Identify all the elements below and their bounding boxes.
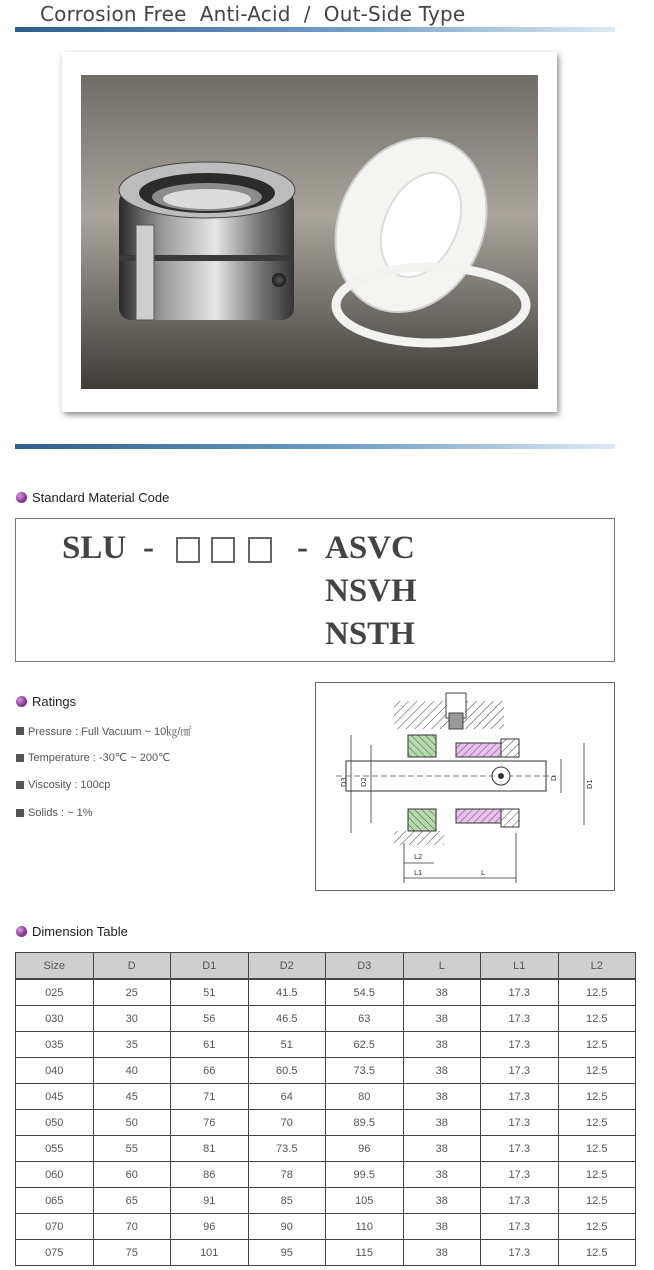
table-cell: 86 xyxy=(171,1162,249,1188)
table-cell: 38 xyxy=(403,1032,481,1058)
square-bullet-icon xyxy=(16,727,24,735)
table-cell: 035 xyxy=(16,1032,94,1058)
table-cell: 17.3 xyxy=(481,1188,559,1214)
dimension-table-heading xyxy=(16,924,128,939)
table-cell: 17.3 xyxy=(481,979,559,1006)
code-option: NSVH xyxy=(325,573,417,609)
table-cell: 85 xyxy=(248,1188,326,1214)
table-row xyxy=(16,1240,636,1266)
square-bullet-icon xyxy=(16,781,24,789)
table-cell: 38 xyxy=(403,1162,481,1188)
rating-item xyxy=(16,723,191,739)
table-cell: 38 xyxy=(403,1240,481,1266)
table-row xyxy=(16,1188,636,1214)
table-cell: 12.5 xyxy=(558,1084,636,1110)
rating-item xyxy=(16,751,170,764)
column-header: L1 xyxy=(481,953,559,980)
rating-text: Temperature : -30℃ ~ 200℃ xyxy=(28,752,171,764)
ratings-heading-label: Ratings xyxy=(32,694,77,709)
code-option: ASVC xyxy=(325,530,415,566)
table-row xyxy=(16,1058,636,1084)
table-cell: 73.5 xyxy=(326,1058,404,1084)
table-cell: 96 xyxy=(171,1214,249,1240)
bullet-icon xyxy=(16,926,27,937)
table-cell: 38 xyxy=(403,1110,481,1136)
table-cell: 80 xyxy=(326,1084,404,1110)
table-cell: 62.5 xyxy=(326,1032,404,1058)
rating-item xyxy=(16,807,93,819)
table-row xyxy=(16,1006,636,1032)
column-header: D1 xyxy=(171,953,249,980)
square-bullet-icon xyxy=(16,809,24,817)
table-cell: 78 xyxy=(248,1162,326,1188)
table-cell: 38 xyxy=(403,1188,481,1214)
header-divider xyxy=(15,27,615,32)
table-cell: 41.5 xyxy=(248,979,326,1006)
table-cell: 38 xyxy=(403,1214,481,1240)
code-placeholder-box xyxy=(211,537,235,563)
table-cell: 075 xyxy=(16,1240,94,1266)
table-cell: 38 xyxy=(403,1006,481,1032)
table-cell: 025 xyxy=(16,979,94,1006)
column-header: L2 xyxy=(558,953,636,980)
table-cell: 61 xyxy=(171,1032,249,1058)
table-cell: 60.5 xyxy=(248,1058,326,1084)
table-cell: 045 xyxy=(16,1084,94,1110)
table-cell: 12.5 xyxy=(558,1214,636,1240)
table-cell: 17.3 xyxy=(481,1136,559,1162)
table-row xyxy=(16,1110,636,1136)
table-cell: 56 xyxy=(171,1006,249,1032)
code-placeholder-box xyxy=(248,537,272,563)
table-cell: 99.5 xyxy=(326,1162,404,1188)
table-cell: 17.3 xyxy=(481,1162,559,1188)
table-cell: 12.5 xyxy=(558,1006,636,1032)
dim-label-l1: L1 xyxy=(414,869,423,877)
code-dash: - xyxy=(143,530,154,566)
table-cell: 12.5 xyxy=(558,1240,636,1266)
rating-text: Viscosity : 100cp xyxy=(28,779,111,791)
table-cell: 065 xyxy=(16,1188,94,1214)
table-cell: 17.3 xyxy=(481,1058,559,1084)
table-cell: 050 xyxy=(16,1110,94,1136)
table-cell: 12.5 xyxy=(558,1110,636,1136)
table-row xyxy=(16,1136,636,1162)
code-dash: - xyxy=(297,530,308,566)
column-header: Size xyxy=(16,953,94,980)
rating-item xyxy=(16,779,110,791)
table-cell: 060 xyxy=(16,1162,94,1188)
square-bullet-icon xyxy=(16,754,24,762)
table-cell: 75 xyxy=(93,1240,171,1266)
table-cell: 12.5 xyxy=(558,1136,636,1162)
dim-label-d2: D2 xyxy=(360,777,368,787)
table-cell: 38 xyxy=(403,1084,481,1110)
seal-photo-image xyxy=(81,75,538,389)
table-cell: 96 xyxy=(326,1136,404,1162)
table-row xyxy=(16,1032,636,1058)
table-cell: 73.5 xyxy=(248,1136,326,1162)
dim-label-d: D xyxy=(550,775,558,781)
table-cell: 64 xyxy=(248,1084,326,1110)
table-cell: 30 xyxy=(93,1006,171,1032)
table-cell: 50 xyxy=(93,1110,171,1136)
material-code-heading xyxy=(16,490,169,505)
table-header-row xyxy=(16,953,636,980)
table-cell: 17.3 xyxy=(481,1214,559,1240)
rating-text: Solids : ~ 1% xyxy=(28,807,93,819)
table-cell: 66 xyxy=(171,1058,249,1084)
code-placeholder-box xyxy=(176,537,200,563)
dimension-table-heading-label: Dimension Table xyxy=(32,924,128,939)
table-cell: 055 xyxy=(16,1136,94,1162)
dim-label-l: L xyxy=(481,869,485,877)
table-row xyxy=(16,1084,636,1110)
dimension-table xyxy=(15,952,636,1266)
table-cell: 25 xyxy=(93,979,171,1006)
table-cell: 17.3 xyxy=(481,1240,559,1266)
table-cell: 12.5 xyxy=(558,1162,636,1188)
table-cell: 65 xyxy=(93,1188,171,1214)
column-header: D2 xyxy=(248,953,326,980)
bullet-icon xyxy=(16,492,27,503)
code-option: NSTH xyxy=(325,616,415,652)
column-header: D xyxy=(93,953,171,980)
page-title: Corrosion Free Anti-Acid / Out-Side Type xyxy=(40,2,466,26)
table-row xyxy=(16,1162,636,1188)
table-cell: 17.3 xyxy=(481,1084,559,1110)
table-cell: 70 xyxy=(248,1110,326,1136)
table-cell: 17.3 xyxy=(481,1110,559,1136)
table-cell: 17.3 xyxy=(481,1006,559,1032)
table-cell: 90 xyxy=(248,1214,326,1240)
table-cell: 030 xyxy=(16,1006,94,1032)
code-prefix: SLU xyxy=(62,530,127,566)
table-cell: 63 xyxy=(326,1006,404,1032)
table-cell: 12.5 xyxy=(558,1188,636,1214)
seal-cross-section-diagram xyxy=(315,682,615,891)
table-cell: 38 xyxy=(403,1058,481,1084)
dim-label-d1: D1 xyxy=(586,779,594,789)
table-cell: 95 xyxy=(248,1240,326,1266)
material-code-heading-label: Standard Material Code xyxy=(32,490,170,505)
bullet-icon xyxy=(16,696,27,707)
table-cell: 12.5 xyxy=(558,1058,636,1084)
table-cell: 55 xyxy=(93,1136,171,1162)
ratings-heading xyxy=(16,694,76,709)
table-row xyxy=(16,1214,636,1240)
table-cell: 51 xyxy=(248,1032,326,1058)
table-cell: 040 xyxy=(16,1058,94,1084)
table-cell: 38 xyxy=(403,1136,481,1162)
table-cell: 54.5 xyxy=(326,979,404,1006)
table-cell: 12.5 xyxy=(558,1032,636,1058)
section-divider xyxy=(15,444,615,449)
table-cell: 38 xyxy=(403,979,481,1006)
product-photo xyxy=(62,52,557,412)
table-cell: 60 xyxy=(93,1162,171,1188)
table-cell: 70 xyxy=(93,1214,171,1240)
table-cell: 070 xyxy=(16,1214,94,1240)
table-cell: 115 xyxy=(326,1240,404,1266)
table-cell: 89.5 xyxy=(326,1110,404,1136)
dim-label-d3: D3 xyxy=(340,777,348,787)
table-cell: 45 xyxy=(93,1084,171,1110)
table-cell: 40 xyxy=(93,1058,171,1084)
table-cell: 46.5 xyxy=(248,1006,326,1032)
table-cell: 110 xyxy=(326,1214,404,1240)
column-header: L xyxy=(403,953,481,980)
table-cell: 12.5 xyxy=(558,979,636,1006)
table-cell: 91 xyxy=(171,1188,249,1214)
table-cell: 105 xyxy=(326,1188,404,1214)
table-row xyxy=(16,979,636,1006)
table-cell: 35 xyxy=(93,1032,171,1058)
table-cell: 101 xyxy=(171,1240,249,1266)
table-cell: 51 xyxy=(171,979,249,1006)
rating-text: Pressure : Full Vacuum ~ 10㎏/㎠ xyxy=(28,726,192,738)
table-cell: 76 xyxy=(171,1110,249,1136)
table-cell: 81 xyxy=(171,1136,249,1162)
table-cell: 17.3 xyxy=(481,1032,559,1058)
column-header: D3 xyxy=(326,953,404,980)
table-cell: 71 xyxy=(171,1084,249,1110)
dim-label-l2: L2 xyxy=(414,853,423,861)
